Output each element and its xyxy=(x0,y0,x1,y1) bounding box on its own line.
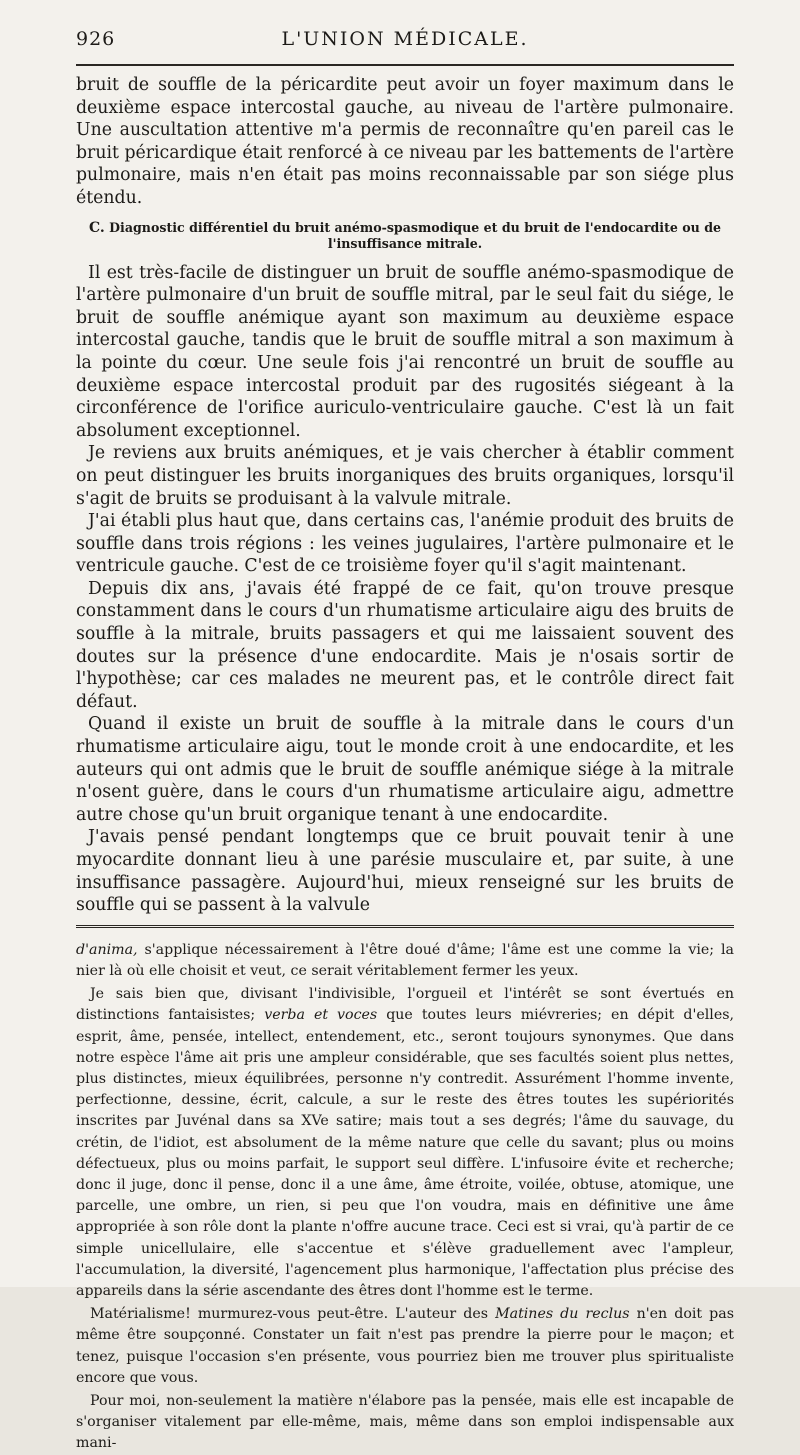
footnote-paragraph: Matérialisme! murmurez-vous peut-être. L'auteur des Matines du reclus n'en doit pas même être soupçonné. Constater un fait n'est pas prendre la pierre pour le maçon; et tenez, puisque l'occasion s'en présente, vous pourriez bien me trouver plus spiritualiste encore que vous. xyxy=(76,1306,734,1386)
italic-term: verba et voces xyxy=(264,1007,378,1024)
header-rule xyxy=(76,64,734,66)
paragraph: Il est très-facile de distinguer un bruit de souffle anémo-spasmodique de l'artère pulmonaire d'un bruit de souffle mitral, par le seul fait du siége, le bruit de souffle anémique ayant son maximum au deuxième espace intercostal gauche, tandis que le bruit de souffle mitral a son maximum à la pointe du cœur. Une seule fois j'ai rencontré un bruit de souffle au deuxième espace intercostal produit par des rugosités siégeant à la circonférence de l'orifice auriculo-ventriculaire gauche. C'est là un fait absolument exceptionnel. xyxy=(76,262,734,441)
paragraph: Quand il existe un bruit de souffle à la mitrale dans le cours d'un rhumatisme articulaire aigu, tout le monde croit à une endocardite, et les auteurs qui ont admis que le bruit de souffle anémique siége à la mitrale n'osent guère, dans le cours d'un rhumatisme articulaire aigu, admettre autre chose qu'un bruit organique tenant à une endocardite. xyxy=(76,714,734,825)
footnote-rule xyxy=(76,925,734,930)
paragraph: J'avais pensé pendant longtemps que ce bruit pouvait tenir à une myocardite donnant lieu à une parésie musculaire et, par suite, à une insuffisance passagère. Aujourd'hui, mieux renseigné sur les bruits de souffle qui se passent à la valvule xyxy=(76,827,734,916)
running-head xyxy=(76,28,734,64)
italic-title: Matines du reclus xyxy=(495,1306,630,1323)
footnote-paragraph: d'anima, s'applique nécessairement à l'être doué d'âme; l'âme est une comme la vie; la nier là où elle choisit et veut, ce serait véritablement fermer les yeux. xyxy=(76,941,734,979)
footnote-paragraph: Pour moi, non-seulement la matière n'élabore pas la pensée, mais elle est incapable de s'organiser vitalement par elle-même, mais, même dans son emploi indispensable aux mani- xyxy=(76,1393,734,1452)
section-heading xyxy=(76,220,734,252)
page-number: 926 xyxy=(76,28,116,50)
footnote-paragraph: Je sais bien que, divisant l'indivisible, l'orgueil et l'intérêt se sont évertués en distinctions fantaisistes; verba et voces que toutes leurs miévreries; en dépit d'elles, esprit, âme, pensée, intellect, entendement, etc., seront toujours synonymes. Que dans notre espèce l'âme ait pris une ampleur considérable, que ses facultés soient plus nettes, plus distinctes, mieux équilibrées, personne n'y contredit. Assurément l'homme invente, perfectionne, dessine, écrit, calcule, a sur le reste des êtres toutes les supériorités inscrites par Juvénal dans sa XVe satire; mais tout a ses degrés; l'âme du sauvage, du crétin, de l'idiot, est absolument de la même nature que celle du savant; plus ou moins défectueux, plus ou moins parfait, le support seul diffère. L'infusoire évite et recherche; donc il juge, donc il pense, donc il a une âme, âme étroite, voilée, obtuse, atomique, une parcelle, une ombre, un rien, si peu que l'on voudra, mais en définitive une âme appropriée à son rôle dont la plante n'offre aucune trace. Ceci est si vrai, qu'à partir de ce simple unicellulaire, elle s'accentue et s'élève graduellement avec l'ampleur, l'accumulation, la diversité, l'agencement plus harmonique, l'affectation plus précise des appareils dans la série ascendante des êtres dont l'homme est le terme. xyxy=(76,986,735,1300)
paragraph: bruit de souffle de la péricardite peut avoir un foyer maximum dans le deuxième espace intercostal gauche, au niveau de l'artère pulmonaire. Une auscultation attentive m'a permis de reconnaître qu'en pareil cas le bruit péricardique était renforcé à ce niveau par les battements de l'artère pulmonaire, mais n'en était pas moins reconnaissable par son siége plus étendu. xyxy=(76,75,734,208)
italic-term: d'anima, xyxy=(76,941,138,958)
footnote xyxy=(76,940,734,1455)
section-letter: C. xyxy=(88,219,105,236)
main-text xyxy=(76,74,734,917)
journal-title: L'UNION MÉDICALE. xyxy=(281,28,529,50)
section-heading-text: Diagnostic différentiel du bruit anémo-spasmodique et du bruit de l'endocardite ou de l'insuffisance mitrale. xyxy=(109,219,722,251)
paragraph: Depuis dix ans, j'avais été frappé de ce fait, qu'on trouve presque constamment dans le cours d'un rhumatisme articulaire aigu des bruits de souffle à la mitrale, bruits passagers et qui me laissaient souvent des doutes sur la présence d'une endocardite. Mais je n'osais sortir de l'hypothèse; car ces malades ne meurent pas, et le contrôle direct fait défaut. xyxy=(76,578,734,712)
paragraph: Je reviens aux bruits anémiques, et je vais chercher à établir comment on peut distinguer les bruits inorganiques des bruits organiques, lorsqu'il s'agit de bruits se produisant à la valvule mitrale. xyxy=(76,443,734,509)
paragraph: J'ai établi plus haut que, dans certains cas, l'anémie produit des bruits de souffle dans trois régions : les veines jugulaires, l'artère pulmonaire et le ventricule gauche. C'est de ce troisième foyer qu'il s'agit maintenant. xyxy=(76,511,734,577)
